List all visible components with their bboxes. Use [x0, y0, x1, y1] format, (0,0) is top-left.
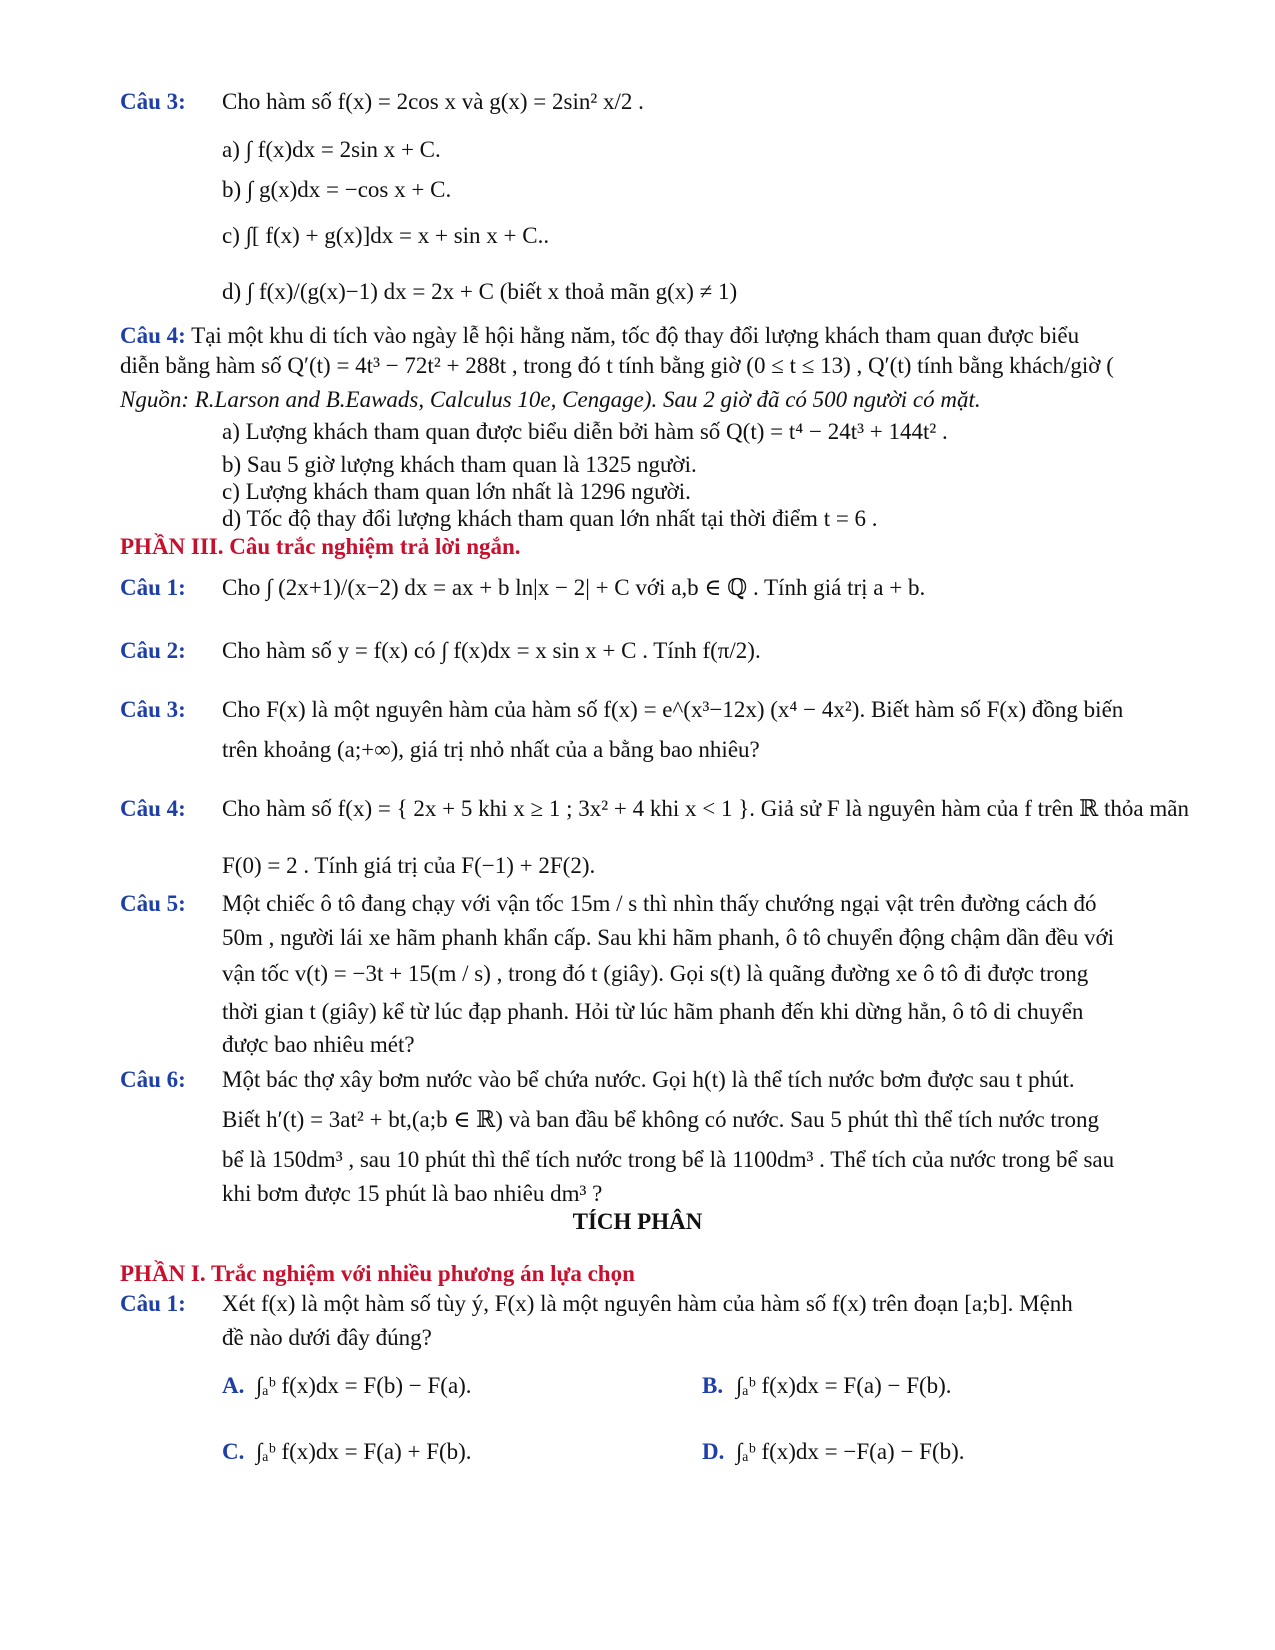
question-4-line-2: diễn bằng hàm số Q′(t) = 4t³ − 72t² + 288t , trong đó t tính bằng giờ (0 ≤ t ≤ 13) , Q′(t) tính bằng khách/giờ ( [120, 353, 1114, 378]
question-stem-line-2: Biết h′(t) = 3at² + bt,(a;b ∈ ℝ) và ban đầu bể không có nước. Sau 5 phút thì thể tích nước trong [222, 1107, 1099, 1132]
question-label: Câu 5: [120, 891, 186, 916]
question-stem-line-2: 50m , người lái xe hãm phanh khẩn cấp. Sau khi hãm phanh, ô tô chuyển động chậm dần đều với [222, 925, 1115, 950]
statement-a: a) ∫ f(x)dx = 2sin x + C. [222, 137, 441, 162]
question-stem-line-1: Một chiếc ô tô đang chạy với vận tốc 15m / s thì nhìn thấy chướng ngại vật trên đường cách đó [222, 891, 1097, 916]
question-stem: Cho ∫ (2x+1)/(x−2) dx = ax + b ln|x − 2| + C với a,b ∈ ℚ . Tính giá trị a + b. [222, 575, 926, 600]
option-d-label: D. [702, 1439, 725, 1464]
question-label: Câu 2: [120, 638, 186, 663]
statement-d: d) ∫ f(x)/(g(x)−1) dx = 2x + C (biết x thoả mãn g(x) ≠ 1) [222, 279, 738, 304]
statement-b: b) Sau 5 giờ lượng khách tham quan là 1325 người. [222, 452, 697, 477]
statement-a: a) Lượng khách tham quan được biểu diễn bởi hàm số Q(t) = t⁴ − 24t³ + 144t² . [222, 419, 948, 444]
question-stem-line-1: Xét f(x) là một hàm số tùy ý, F(x) là một nguyên hàm của hàm số f(x) trên đoạn [a;b]. Mệnh [222, 1291, 1073, 1316]
chapter-title: TÍCH PHÂN [572, 1209, 703, 1234]
question-stem-line-1: Cho F(x) là một nguyên hàm của hàm số f(x) = e^(x³−12x) (x⁴ − 4x²). Biết hàm số F(x) đồng biến [222, 697, 1124, 722]
option-b: ∫ₐᵇ f(x)dx = F(a) − F(b). [736, 1373, 952, 1398]
question-stem: Cho hàm số f(x) = 2cos x và g(x) = 2sin² x/2 . [222, 89, 644, 114]
question-stem-line-1: Một bác thợ xây bơm nước vào bể chứa nước. Gọi h(t) là thể tích nước bơm được sau t phút. [222, 1067, 1075, 1092]
question-label: Câu 6: [120, 1067, 186, 1092]
question-label: Câu 1: [120, 575, 186, 600]
question-stem-line-2: đề nào dưới đây đúng? [222, 1325, 432, 1350]
section-title: PHẦN III. Câu trắc nghiệm trả lời ngắn. [120, 534, 521, 559]
question-stem-line-4: khi bơm được 15 phút là bao nhiêu dm³ ? [222, 1181, 603, 1206]
option-a: ∫ₐᵇ f(x)dx = F(b) − F(a). [256, 1373, 472, 1398]
question-stem: Cho hàm số y = f(x) có ∫ f(x)dx = x sin x + C . Tính f(π/2). [222, 638, 761, 663]
question-stem-line-2: F(0) = 2 . Tính giá trị của F(−1) + 2F(2). [222, 853, 596, 878]
question-stem-line-4: thời gian t (giây) kể từ lúc đạp phanh. Hỏi từ lúc hãm phanh đến khi dừng hẳn, ô tô di chuyển [222, 999, 1084, 1024]
question-label: Câu 1: [120, 1291, 186, 1316]
statement-c: c) Lượng khách tham quan lớn nhất là 1296 người. [222, 479, 691, 504]
question-stem-line-3: vận tốc v(t) = −3t + 15(m / s) , trong đó t (giây). Gọi s(t) là quãng đường xe ô tô đi được trong [222, 961, 1089, 986]
question-label: Câu 3: [120, 697, 186, 722]
option-c: ∫ₐᵇ f(x)dx = F(a) + F(b). [256, 1439, 472, 1464]
option-b-label: B. [702, 1373, 724, 1398]
question-stem-line-1: Cho hàm số f(x) = { 2x + 5 khi x ≥ 1 ; 3x² + 4 khi x < 1 }. Giả sử F là nguyên hàm của f trên ℝ thỏa mãn [222, 796, 1189, 821]
question-4-line-3: Nguồn: R.Larson and B.Eawads, Calculus 10e, Cengage). Sau 2 giờ đã có 500 người có mặt. [120, 387, 981, 412]
question-label: Câu 4: [120, 796, 186, 821]
option-a-label: A. [222, 1373, 245, 1398]
statement-d: d) Tốc độ thay đổi lượng khách tham quan lớn nhất tại thời điểm t = 6 . [222, 506, 878, 531]
statement-b: b) ∫ g(x)dx = −cos x + C. [222, 177, 452, 202]
option-d: ∫ₐᵇ f(x)dx = −F(a) − F(b). [736, 1439, 965, 1464]
question-label: Câu 3: [120, 89, 186, 114]
question-stem-line-5: được bao nhiêu mét? [222, 1032, 415, 1057]
section-title: PHẦN I. Trắc nghiệm với nhiều phương án lựa chọn [120, 1261, 635, 1286]
question-label: Câu 4: [120, 323, 186, 348]
statement-c: c) ∫[ f(x) + g(x)]dx = x + sin x + C.. [222, 223, 550, 248]
option-c-label: C. [222, 1439, 245, 1464]
question-4-line-1: Câu 4: Tại một khu di tích vào ngày lễ hội hằng năm, tốc độ thay đổi lượng khách tham quan được biểu [120, 323, 1080, 348]
question-stem-line-3: bể là 150dm³ , sau 10 phút thì thể tích nước trong bể là 1100dm³ . Thể tích của nước trong bể sau [222, 1147, 1115, 1172]
question-stem-line-2: trên khoảng (a;+∞), giá trị nhỏ nhất của a bằng bao nhiêu? [222, 737, 760, 762]
